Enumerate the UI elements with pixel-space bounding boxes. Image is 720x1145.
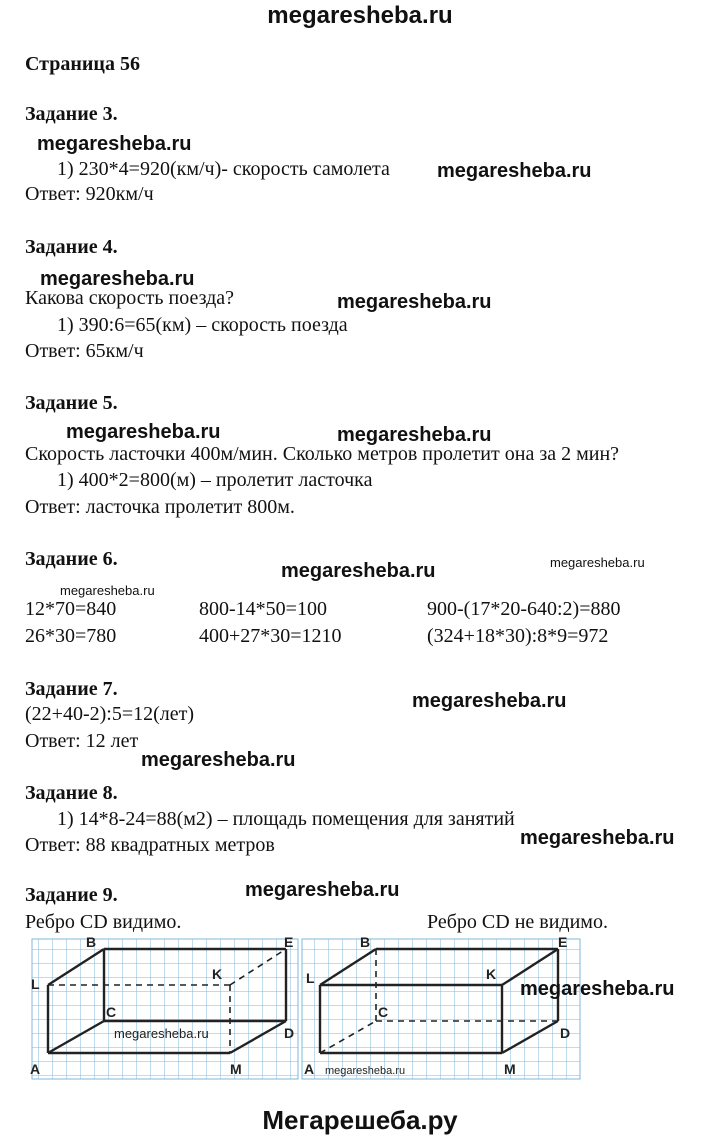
watermark: megaresheba.ru bbox=[520, 827, 675, 849]
task-6-title: Задание 6. bbox=[25, 548, 118, 570]
watermark: megaresheba.ru bbox=[325, 1065, 406, 1077]
task-5-answer: Ответ: ласточка пролетит 800м. bbox=[25, 496, 295, 518]
vertex-label: D bbox=[284, 1025, 295, 1041]
task-3-line: 1) 230*4=920(км/ч)- скорость самолета bbox=[57, 158, 390, 180]
task-8-line: 1) 14*8-24=88(м2) – площадь помещения для занятий bbox=[57, 808, 515, 830]
vertex-label: A bbox=[30, 1061, 41, 1077]
watermark: megaresheba.ru bbox=[281, 560, 436, 582]
vertex-label: B bbox=[360, 935, 371, 950]
task-7-answer: Ответ: 12 лет bbox=[25, 730, 139, 752]
watermark: megaresheba.ru bbox=[60, 583, 155, 598]
task-8-answer: Ответ: 88 квадратных метров bbox=[25, 834, 275, 856]
task-4-question: Какова скорость поезда? bbox=[25, 287, 235, 309]
watermark: megaresheba.ru bbox=[40, 268, 195, 290]
vertex-label: C bbox=[106, 1004, 117, 1020]
task-5-title: Задание 5. bbox=[25, 392, 118, 414]
task-5-line: 1) 400*2=800(м) – пролетит ласточка bbox=[57, 469, 373, 491]
task-6-expression: (324+18*30):8*9=972 bbox=[427, 625, 609, 647]
task-7-line: (22+40-2):5=12(лет) bbox=[25, 703, 195, 725]
watermark: megaresheba.ru bbox=[550, 555, 645, 570]
watermark: megaresheba.ru bbox=[412, 690, 567, 712]
task-9-caption-left: Ребро CD видимо. bbox=[25, 911, 182, 933]
page-title: Страница 56 bbox=[25, 53, 140, 75]
vertex-label: L bbox=[306, 970, 315, 986]
box-figure-cd-hidden bbox=[300, 935, 584, 1081]
header-site-watermark: megaresheba.ru bbox=[267, 2, 453, 29]
watermark: megaresheba.ru bbox=[66, 421, 221, 443]
task-6-expression: 26*30=780 bbox=[25, 625, 117, 647]
watermark: megaresheba.ru bbox=[245, 879, 400, 901]
task-6-expression: 800-14*50=100 bbox=[199, 598, 327, 620]
vertex-label: L bbox=[31, 976, 40, 992]
vertex-label: M bbox=[230, 1061, 242, 1077]
task-7-title: Задание 7. bbox=[25, 678, 118, 700]
task-9-caption-right: Ребро CD не видимо. bbox=[427, 911, 608, 933]
task-3-title: Задание 3. bbox=[25, 103, 118, 125]
task-3-answer: Ответ: 920км/ч bbox=[25, 183, 154, 205]
task-4-title: Задание 4. bbox=[25, 236, 118, 258]
vertex-label: B bbox=[86, 935, 97, 950]
task-6-expression: 12*70=840 bbox=[25, 598, 117, 620]
footer-site-name: Мегарешеба.ру bbox=[262, 1105, 458, 1135]
watermark: megaresheba.ru bbox=[520, 978, 675, 1000]
watermark: megaresheba.ru bbox=[337, 291, 492, 313]
watermark: megaresheba.ru bbox=[37, 133, 192, 155]
watermark: megaresheba.ru bbox=[437, 160, 592, 182]
watermark: megaresheba.ru bbox=[141, 749, 296, 771]
task-6-expression: 400+27*30=1210 bbox=[199, 625, 342, 647]
task-5-question: Скорость ласточки 400м/мин. Сколько метров пролетит она за 2 мин? bbox=[25, 443, 620, 465]
watermark: megaresheba.ru bbox=[114, 1026, 209, 1041]
vertex-label: M bbox=[504, 1061, 516, 1077]
vertex-label: D bbox=[560, 1025, 571, 1041]
vertex-label: K bbox=[486, 966, 497, 982]
vertex-label: E bbox=[284, 935, 294, 950]
task-9-title: Задание 9. bbox=[25, 884, 118, 906]
task-4-answer: Ответ: 65км/ч bbox=[25, 340, 144, 362]
task-6-expression: 900-(17*20-640:2)=880 bbox=[427, 598, 621, 620]
task-4-line: 1) 390:6=65(км) – скорость поезда bbox=[57, 314, 348, 336]
vertex-label: C bbox=[378, 1004, 389, 1020]
watermark: megaresheba.ru bbox=[337, 424, 492, 446]
vertex-label: K bbox=[212, 966, 223, 982]
box-figure-cd-visible bbox=[24, 935, 300, 1081]
vertex-label: A bbox=[304, 1061, 315, 1077]
task-8-title: Задание 8. bbox=[25, 782, 118, 804]
vertex-label: E bbox=[558, 935, 568, 950]
